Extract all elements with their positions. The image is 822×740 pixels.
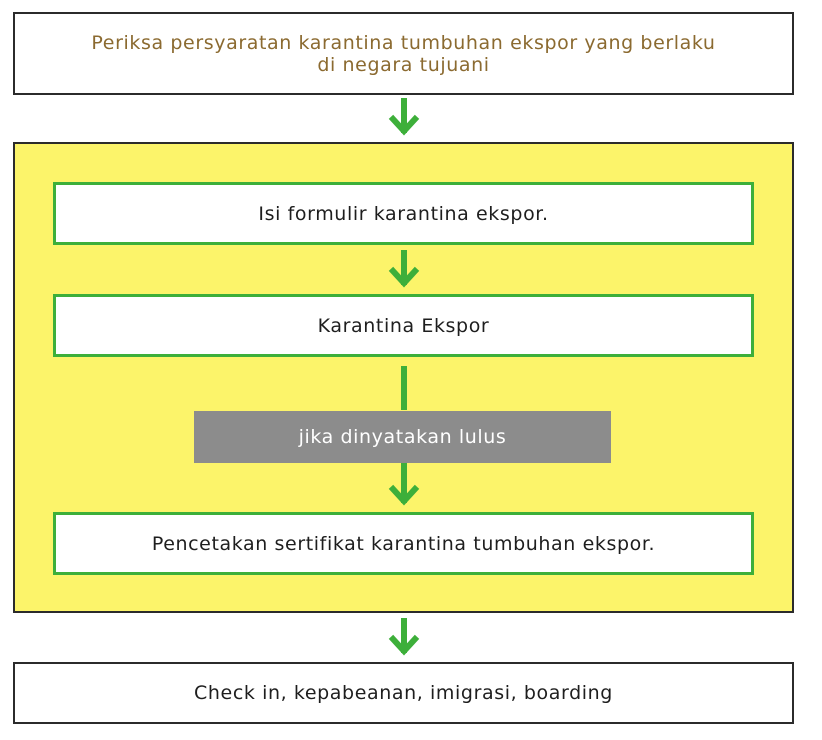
step-departure-label: Check in, kepabeanan, imigrasi, boarding — [194, 682, 613, 704]
step-check-requirements-line1: Periksa persyaratan karantina tumbuhan ekspor yang berlaku — [91, 31, 716, 54]
condition-pass-label — [194, 411, 611, 463]
down-arrow-icon — [393, 101, 415, 131]
down-arrow-icon — [393, 464, 415, 501]
step-check-requirements-line2: di negara tujuani — [317, 53, 490, 76]
step-fill-form-label: Isi formulir karantina ekspor. — [258, 202, 549, 225]
step-print-certificate — [53, 512, 754, 575]
down-arrow-icon — [393, 253, 415, 283]
condition-pass-text: jika dinyatakan lulus — [298, 426, 507, 448]
down-arrow-icon — [393, 621, 415, 651]
step-print-certificate-label: Pencetakan sertifikat karantina tumbuhan ekspor. — [151, 532, 656, 555]
step-export-quarantine-label: Karantina Ekspor — [317, 314, 490, 337]
step-departure — [13, 662, 794, 724]
